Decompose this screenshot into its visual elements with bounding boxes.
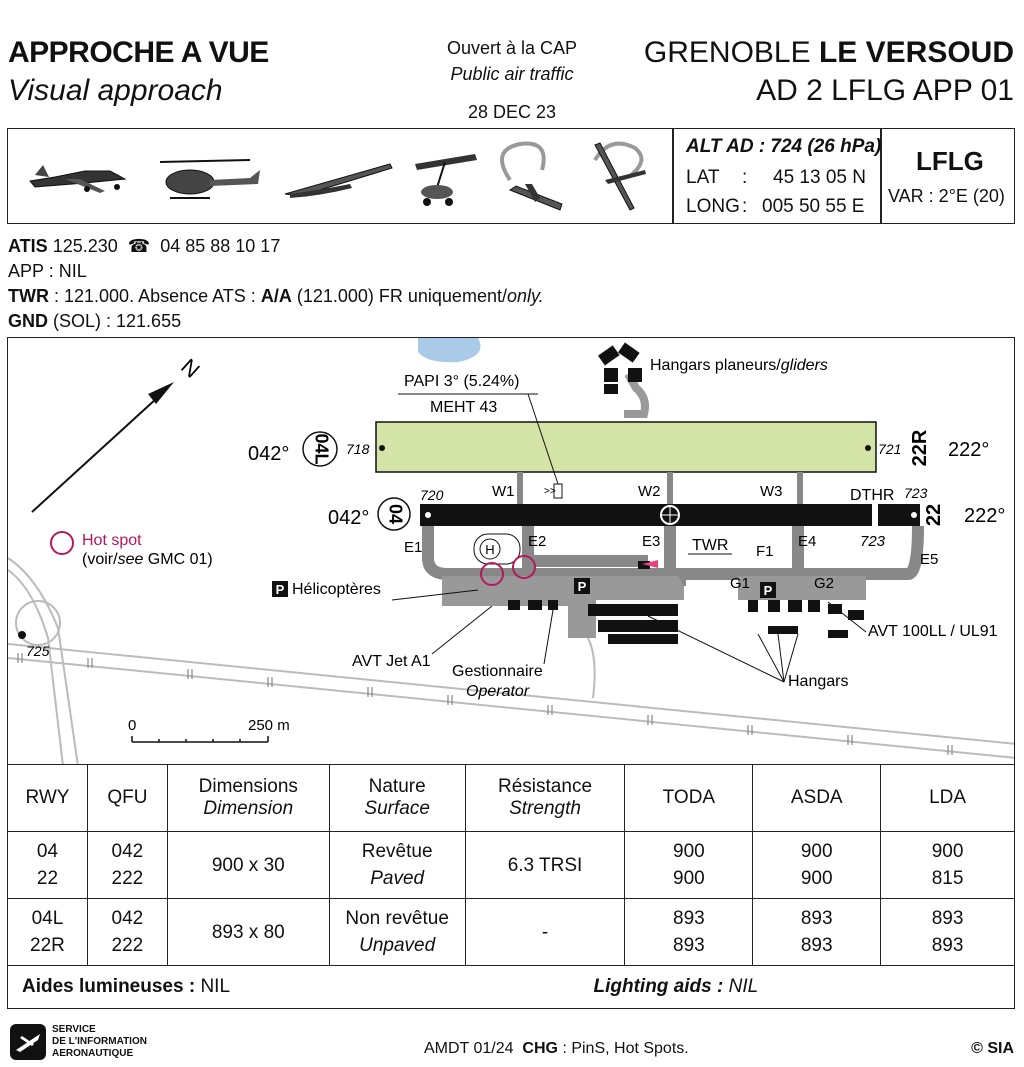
operator-fr-label: Gestionnaire <box>452 663 543 680</box>
taxiway-e5: E5 <box>920 551 939 568</box>
displaced-threshold-mark <box>872 504 878 526</box>
cell-asda <box>753 899 881 966</box>
scale-zero: 0 <box>128 717 137 734</box>
hangars-gliders-label: Hangars planeurs/gliders <box>650 357 828 374</box>
col-dimensions-fr: Dimensions <box>198 776 298 797</box>
hangars-leader <box>778 634 784 682</box>
value: Paved <box>370 868 425 889</box>
taxiway-w1: W1 <box>492 483 515 500</box>
atis-frequency: 125.230 <box>52 236 118 256</box>
app-line: APP : NIL <box>8 261 87 281</box>
parking-icon <box>574 578 590 594</box>
aerodrome-name <box>644 36 1014 70</box>
aerobatic-airplane-icon <box>502 144 562 210</box>
value: 900 <box>931 841 964 862</box>
papi-label: PAPI 3° (5.24%) <box>404 373 520 390</box>
sia-line: DE L'INFORMATION <box>52 1036 147 1047</box>
twr-text: : 121.000. Absence ATS : <box>54 286 256 306</box>
sia-line: AERONAUTIQUE <box>52 1048 134 1059</box>
lighting-en-label: Lighting aids : <box>593 976 724 997</box>
value: 22R <box>30 935 65 956</box>
qfu-222-grass: 222° <box>948 439 990 461</box>
dthr-label: DTHR <box>850 487 895 504</box>
sia-logo-icon <box>10 1024 46 1060</box>
hot-spot-legend-icon <box>51 532 73 554</box>
col-strength-en: Strength <box>509 798 581 819</box>
col-lda-label: LDA <box>929 787 967 808</box>
twr-label: TWR <box>8 286 49 306</box>
hangars-label: Hangars <box>788 673 849 690</box>
parking-icon <box>272 581 288 597</box>
taxiway-e3: E3 <box>642 533 661 550</box>
aerodrome-map <box>7 337 1015 765</box>
cell-lda <box>881 832 1015 899</box>
taxiway-e2: E2 <box>528 533 547 550</box>
phone-icon: ☎ <box>127 236 151 256</box>
cell-rwy <box>8 899 88 966</box>
col-rwy-label: RWY <box>25 787 70 808</box>
ultralight-icon <box>415 154 477 206</box>
col-lda <box>881 765 1015 832</box>
atis-line <box>8 236 280 257</box>
hangars-leader <box>648 616 784 682</box>
value: 04L <box>31 908 64 929</box>
helipad-label: H <box>485 542 495 557</box>
cell-toda <box>625 832 753 899</box>
rwy-22R-label: 22R <box>909 429 931 467</box>
taxiway-g2: G2 <box>814 575 835 592</box>
scale-250: 250 m <box>248 717 290 734</box>
taxiway-w2: W2 <box>638 483 661 500</box>
chart-title: APPROCHE A VUE <box>8 36 269 69</box>
avt-jet-label: AVT Jet A1 <box>352 653 431 670</box>
col-dimensions <box>167 765 329 832</box>
col-strength-fr: Résistance <box>498 776 593 797</box>
long-value: 005 50 55 E <box>762 196 865 217</box>
cell-surface <box>329 832 465 899</box>
value: 222 <box>111 935 144 956</box>
runway-light <box>379 445 385 451</box>
col-dimensions-en: Dimension <box>203 798 294 819</box>
elev-723-end: 723 <box>860 533 886 550</box>
long-sep: : <box>742 196 748 217</box>
cell-strength: - <box>465 899 625 966</box>
taxiway-g1: G1 <box>730 575 751 592</box>
cell-surface <box>329 899 465 966</box>
aerodrome-prefix: GRENOBLE <box>643 36 811 69</box>
value: 042 <box>111 908 144 929</box>
aa-label: A/A <box>260 286 292 306</box>
north-label: N <box>176 353 205 383</box>
sia-name <box>52 1024 147 1060</box>
chg-label: CHG <box>522 1040 558 1057</box>
chg-text: : PinS, Hot Spots. <box>562 1040 689 1057</box>
operator-en-label: Operator <box>466 683 530 700</box>
col-asda <box>753 765 881 832</box>
col-surface <box>329 765 465 832</box>
runway-light <box>865 445 871 451</box>
copyright: © SIA <box>971 1040 1014 1057</box>
qfu-042-grass: 042° <box>248 443 290 465</box>
band-separator <box>672 128 674 224</box>
twr-label: TWR <box>692 537 729 554</box>
amendment-line <box>424 1040 689 1058</box>
table-row <box>8 832 1015 899</box>
parking-icon <box>760 582 776 598</box>
col-asda-label: ASDA <box>790 787 843 808</box>
water-body <box>418 338 481 362</box>
gnd-line <box>8 311 181 332</box>
value: 893 <box>673 908 705 929</box>
grass-runway-04L-22R <box>376 422 876 472</box>
helicopter-icon <box>160 160 260 198</box>
hot-spot-ref: (voir/see GMC 01) <box>82 551 213 568</box>
value: 04 <box>36 841 59 862</box>
aa-text: (121.000) FR uniquement/ <box>296 286 507 306</box>
papi-arrows: >> <box>544 486 556 497</box>
gnd-text: (SOL) : 121.655 <box>53 311 182 331</box>
lat-label: LAT <box>686 167 720 188</box>
elev-721: 721 <box>878 441 902 457</box>
lighting-fr-value: NIL <box>200 976 231 997</box>
value: Non revêtue <box>345 908 449 929</box>
amdt: AMDT 01/24 <box>424 1040 514 1057</box>
taxiway-f1: F1 <box>756 543 774 560</box>
icao-code: LFLG <box>916 146 984 176</box>
value: 893 <box>931 908 964 929</box>
value: 222 <box>111 868 144 889</box>
elev-723-dthr: 723 <box>904 485 928 501</box>
cell-toda <box>625 899 753 966</box>
lat-sep: : <box>742 167 748 188</box>
svg-text:P: P <box>275 582 285 597</box>
lighting-en-value: NIL <box>728 976 759 997</box>
col-surface-fr: Nature <box>368 776 426 797</box>
airplane-icon <box>30 165 125 193</box>
taxiway-e1: E1 <box>404 539 423 556</box>
elev-725: 725 <box>26 643 50 659</box>
runway-table <box>7 764 1015 1009</box>
sia-line: SERVICE <box>52 1024 96 1035</box>
lighting-fr-label: Aides lumineuses : <box>22 976 196 997</box>
aerodrome-main-name: LE VERSOUD <box>818 36 1014 69</box>
table-header-row <box>8 765 1015 832</box>
north-arrow-icon <box>148 382 174 404</box>
svg-text:P: P <box>763 583 773 598</box>
operator-leader <box>544 604 554 664</box>
cell-asda <box>753 832 881 899</box>
value: 22 <box>36 868 59 889</box>
cell-qfu <box>87 832 167 899</box>
value: 815 <box>931 868 964 889</box>
col-qfu <box>87 765 167 832</box>
avt-jet-leader <box>432 606 492 654</box>
lat-value: 45 13 05 N <box>773 167 866 188</box>
runway-light <box>425 512 431 518</box>
qfu-222-paved: 222° <box>964 505 1006 527</box>
value: 893 <box>931 935 964 956</box>
value: Unpaved <box>359 935 436 956</box>
value: 893 <box>800 908 833 929</box>
col-qfu-label: QFU <box>107 787 148 808</box>
value: 900 <box>800 868 833 889</box>
cell-qfu <box>87 899 167 966</box>
cell-dimensions: 900 x 30 <box>167 832 329 899</box>
taxiway-w3: W3 <box>760 483 783 500</box>
scale-bar <box>132 736 268 742</box>
cell-lda <box>881 899 1015 966</box>
meht-label: MEHT 43 <box>430 399 498 416</box>
east-apron <box>738 576 866 600</box>
glider-icon <box>285 164 392 198</box>
aa-only: only. <box>506 286 544 306</box>
aircraft-icons <box>20 140 670 220</box>
traffic-en: Public air traffic <box>450 64 574 84</box>
rwy-04-label: 04 <box>385 503 406 525</box>
value: 042 <box>111 841 144 862</box>
rwy-04L-label: 04L <box>311 433 332 465</box>
value: Revêtue <box>361 841 433 862</box>
atis-label: ATIS <box>8 236 48 256</box>
col-toda <box>625 765 753 832</box>
gnd-label: GND <box>8 311 48 331</box>
hangars-leader <box>758 634 784 682</box>
alt-ad: ALT AD : 724 (26 hPa) <box>686 136 882 157</box>
chart-date: 28 DEC 23 <box>467 102 557 122</box>
helicopters-label: Hélicoptères <box>292 581 381 598</box>
avt-100ll-label: AVT 100LL / UL91 <box>868 623 998 640</box>
col-strength <box>465 765 625 832</box>
col-toda-label: TODA <box>662 787 716 808</box>
value: 893 <box>800 935 833 956</box>
runway-light <box>911 512 917 518</box>
value: 900 <box>800 841 833 862</box>
qfu-042-paved: 042° <box>328 507 370 529</box>
lighting-row <box>8 966 1015 1009</box>
taxiway-e4: E4 <box>798 533 817 550</box>
spot-height-marker <box>18 631 26 639</box>
elev-720: 720 <box>420 487 444 503</box>
lighting-cell <box>8 966 1015 1009</box>
svg-text:P: P <box>577 579 587 594</box>
cell-dimensions: 893 x 80 <box>167 899 329 966</box>
col-surface-en: Surface <box>364 798 430 819</box>
long-label: LONG <box>686 196 740 217</box>
traffic-fr: Ouvert à la CAP <box>446 38 578 58</box>
magnetic-variation: VAR : 2°E (20) <box>888 186 1005 206</box>
chart-code: AD 2 LFLG APP 01 <box>756 74 1014 107</box>
value: 900 <box>673 841 705 862</box>
hot-spot-label: Hot spot <box>82 532 142 549</box>
map-svg <box>8 338 1015 765</box>
cell-strength: 6.3 TRSI <box>465 832 625 899</box>
twr-line <box>8 286 544 307</box>
chart-subtitle: Visual approach <box>8 74 223 107</box>
elev-718: 718 <box>346 441 370 457</box>
atis-phone: 04 85 88 10 17 <box>160 236 281 256</box>
col-rwy <box>8 765 88 832</box>
value: 893 <box>673 935 705 956</box>
table-row <box>8 899 1015 966</box>
rwy-22-label: 22 <box>923 503 945 527</box>
aerobatic-glider-icon <box>595 143 646 210</box>
north-arrow-line <box>32 388 168 512</box>
cell-rwy <box>8 832 88 899</box>
value: 900 <box>673 868 705 889</box>
